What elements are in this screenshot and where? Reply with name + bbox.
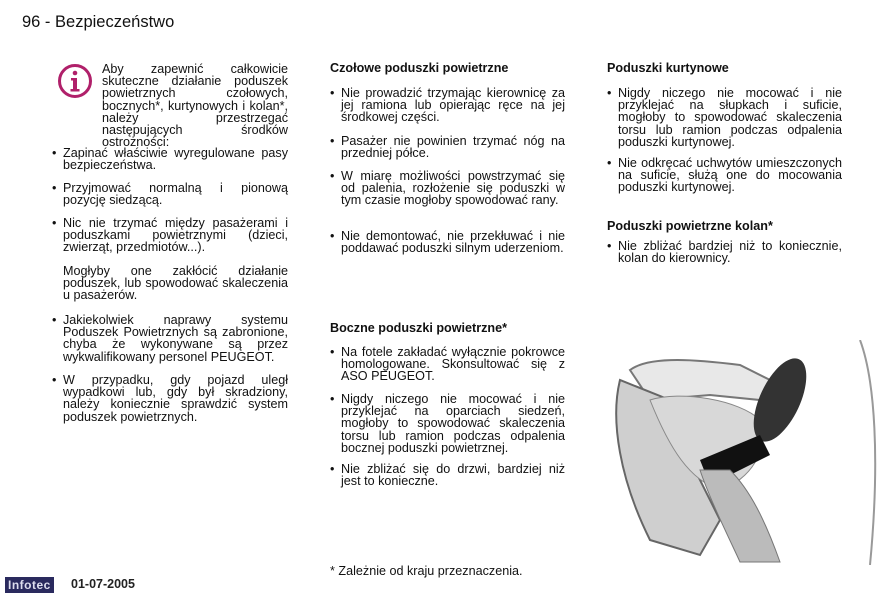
- list-item: • Nie zbliżać się do drzwi, bardziej niż jest to konieczne.: [330, 463, 565, 487]
- list-item: • Nic nie trzymać między pasażerami i poduszkami powietrznymi (dzieci, zwierząt, przedmiotów...).: [52, 217, 288, 254]
- section-heading: Boczne poduszki powietrzne*: [330, 321, 508, 335]
- list-item: • W miarę możliwości powstrzymać się od palenia, rozłożenie się poduszki w tym czasie mogłoby spowodować rany.: [330, 170, 565, 207]
- list-item: • Przyjmować normalną i pionową pozycję siedzącą.: [52, 182, 288, 206]
- list-item: • Nie odkręcać uchwytów umieszczonych na suficie, służą one do mocowania poduszki kurtynowej.: [607, 157, 842, 194]
- footnote: * Zależnie od kraju przeznaczenia.: [330, 564, 523, 578]
- note-text: Mogłyby one zakłócić działanie poduszek, lub spowodować skaleczenia u pasażerów.: [63, 264, 288, 303]
- list-item: • Na fotele zakładać wyłącznie pokrowce homologowane. Skonsultować się z ASO PEUGEOT.: [330, 346, 565, 383]
- list-item: • Nie demontować, nie przekłuwać i nie poddawać poduszki silnym uderzeniom.: [330, 230, 565, 254]
- section-heading: Poduszki powietrzne kolan*: [607, 219, 773, 233]
- intro-text: Aby zapewnić całkowicie skuteczne działanie poduszek powietrznych czołowych, bocznych*, kurtynowych i kolan*, należy przestrzegać następujących środków ostrożności:: [102, 62, 288, 150]
- list-item: • Nigdy niczego nie mocować i nie przyklejać na słupkach i suficie, mogłoby to spowodować skaleczenia torsu lub ramion podczas odpalenia poduszki kurtynowej.: [607, 87, 842, 148]
- section-heading: Czołowe poduszki powietrzne: [330, 61, 509, 75]
- infotec-badge: Infotec: [5, 577, 54, 593]
- list-item: • W przypadku, gdy pojazd uległ wypadkowi lub, gdy był skradziony, należy koniecznie sprawdzić system poduszek powietrznych.: [52, 374, 288, 423]
- info-icon: [57, 63, 93, 99]
- airbag-illustration: [590, 340, 893, 565]
- list-item: • Zapinać właściwie wyregulowane pasy bezpieczeństwa.: [52, 147, 288, 171]
- list-item: • Nigdy niczego nie mocować i nie przyklejać na oparciach siedzeń, mogłoby to spowodować skaleczenia torsu lub ramion podczas odpalenia bocznej poduszki powietrznej.: [330, 393, 565, 454]
- section-heading: Poduszki kurtynowe: [607, 61, 729, 75]
- list-item: • Nie zbliżać bardziej niż to koniecznie, kolan do kierownicy.: [607, 240, 842, 264]
- footer-date: 01-07-2005: [71, 577, 135, 591]
- list-item: • Nie prowadzić trzymając kierownicę za jej ramiona lub opierając ręce na jej środkowej części.: [330, 87, 565, 124]
- list-item: • Pasażer nie powinien trzymać nóg na przedniej półce.: [330, 135, 565, 159]
- page-title: 96 - Bezpieczeństwo: [22, 13, 175, 31]
- list-item: • Jakiekolwiek naprawy systemu Poduszek Powietrznych są zabronione, chyba że wykonywane są przez wykwalifikowany personel PEUGEOT.: [52, 314, 288, 363]
